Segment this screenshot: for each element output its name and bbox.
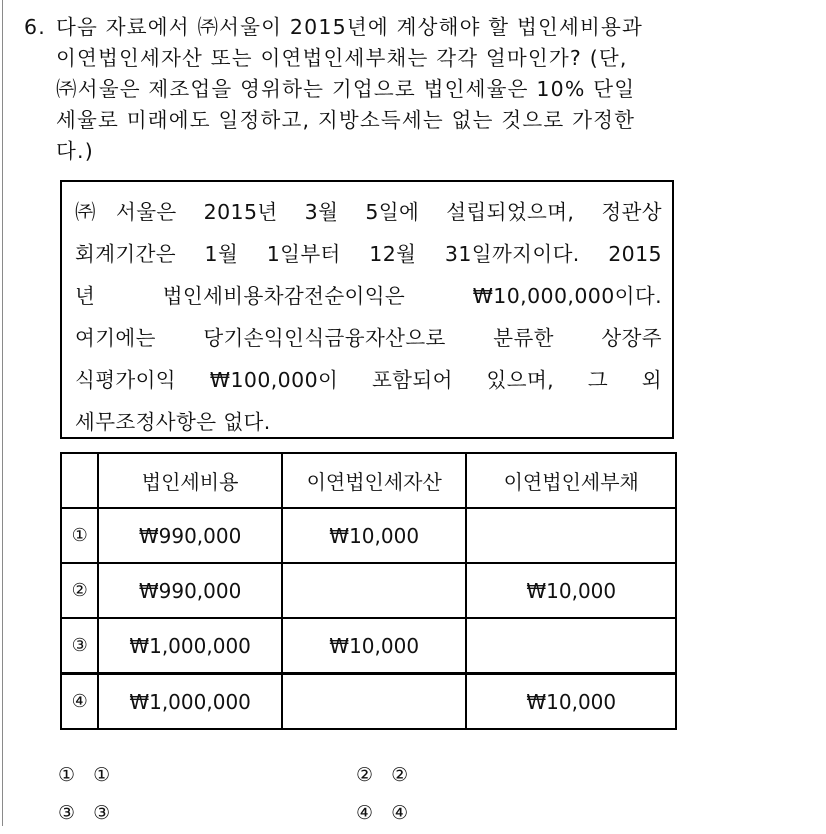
header-deferred-tax-liability: 이연법인세부채: [466, 453, 676, 508]
dtl-cell: [466, 508, 676, 563]
info-line: 식평가이익 ₩100,000이 포함되어 있으며, 그 외: [75, 368, 662, 392]
header-tax-expense: 법인세비용: [98, 453, 282, 508]
choice-marker: ①: [58, 764, 82, 786]
row-label: ③: [61, 618, 98, 674]
dtl-cell: ₩10,000: [466, 563, 676, 618]
row-label: ①: [61, 508, 98, 563]
answer-table: [60, 452, 677, 730]
dta-cell: ₩10,000: [282, 618, 467, 674]
question-line: 이연법인세자산 또는 이연법인세부채는 각각 얼마인가? (단,: [56, 46, 628, 70]
tax-expense-cell: ₩990,000: [98, 563, 282, 618]
dtl-cell: [466, 618, 676, 674]
question-line: ㈜서울은 제조업을 영위하는 기업으로 법인세율은 10% 단일: [56, 77, 636, 101]
choice-2[interactable]: [356, 754, 414, 796]
choice-text: ③: [93, 802, 117, 824]
question: [24, 12, 784, 167]
question-line: 다음 자료에서 ㈜서울이 2015년에 계상해야 할 법인세비용과: [56, 15, 644, 39]
table-row: [61, 508, 676, 563]
info-line: 년 법인세비용차감전순이익은 ₩10,000,000이다.: [75, 284, 662, 308]
choice-text: ④: [391, 802, 415, 824]
choice-text: ②: [391, 764, 415, 786]
dtl-cell: ₩10,000: [466, 674, 676, 730]
tax-expense-cell: ₩1,000,000: [98, 674, 282, 730]
tax-expense-cell: ₩990,000: [98, 508, 282, 563]
row-label: ②: [61, 563, 98, 618]
table-row: [61, 674, 676, 730]
choice-1[interactable]: [58, 754, 116, 796]
dta-cell: [282, 674, 467, 730]
table-row: [61, 618, 676, 674]
info-line: 세무조정사항은 없다.: [75, 410, 271, 434]
choice-3[interactable]: [58, 792, 116, 834]
info-box: [60, 180, 674, 439]
choice-4[interactable]: [356, 792, 414, 834]
choice-marker: ④: [356, 802, 380, 824]
choice-marker: ③: [58, 802, 82, 824]
row-label: ④: [61, 674, 98, 730]
choice-text: ①: [93, 764, 117, 786]
question-line: 세율로 미래에도 일정하고, 지방소득세는 없는 것으로 가정한: [56, 108, 636, 132]
question-line: 다.): [56, 139, 94, 163]
tax-expense-cell: ₩1,000,000: [98, 618, 282, 674]
question-text: [56, 12, 784, 167]
info-line: 여기에는 당기손익인식금융자산으로 분류한 상장주: [75, 326, 662, 350]
question-number: 6.: [24, 15, 46, 39]
dta-cell: ₩10,000: [282, 508, 467, 563]
table-row: [61, 563, 676, 618]
table-header-row: [61, 453, 676, 508]
choice-marker: ②: [356, 764, 380, 786]
dta-cell: [282, 563, 467, 618]
info-line: ㈜서울은 2015년 3월 5일에 설립되었으며, 정관상: [75, 200, 662, 224]
info-line: 회계기간은 1월 1일부터 12월 31일까지이다. 2015: [75, 242, 662, 266]
header-deferred-tax-asset: 이연법인세자산: [282, 453, 467, 508]
page-left-border: [2, 0, 3, 826]
header-cell-blank: [61, 453, 98, 508]
